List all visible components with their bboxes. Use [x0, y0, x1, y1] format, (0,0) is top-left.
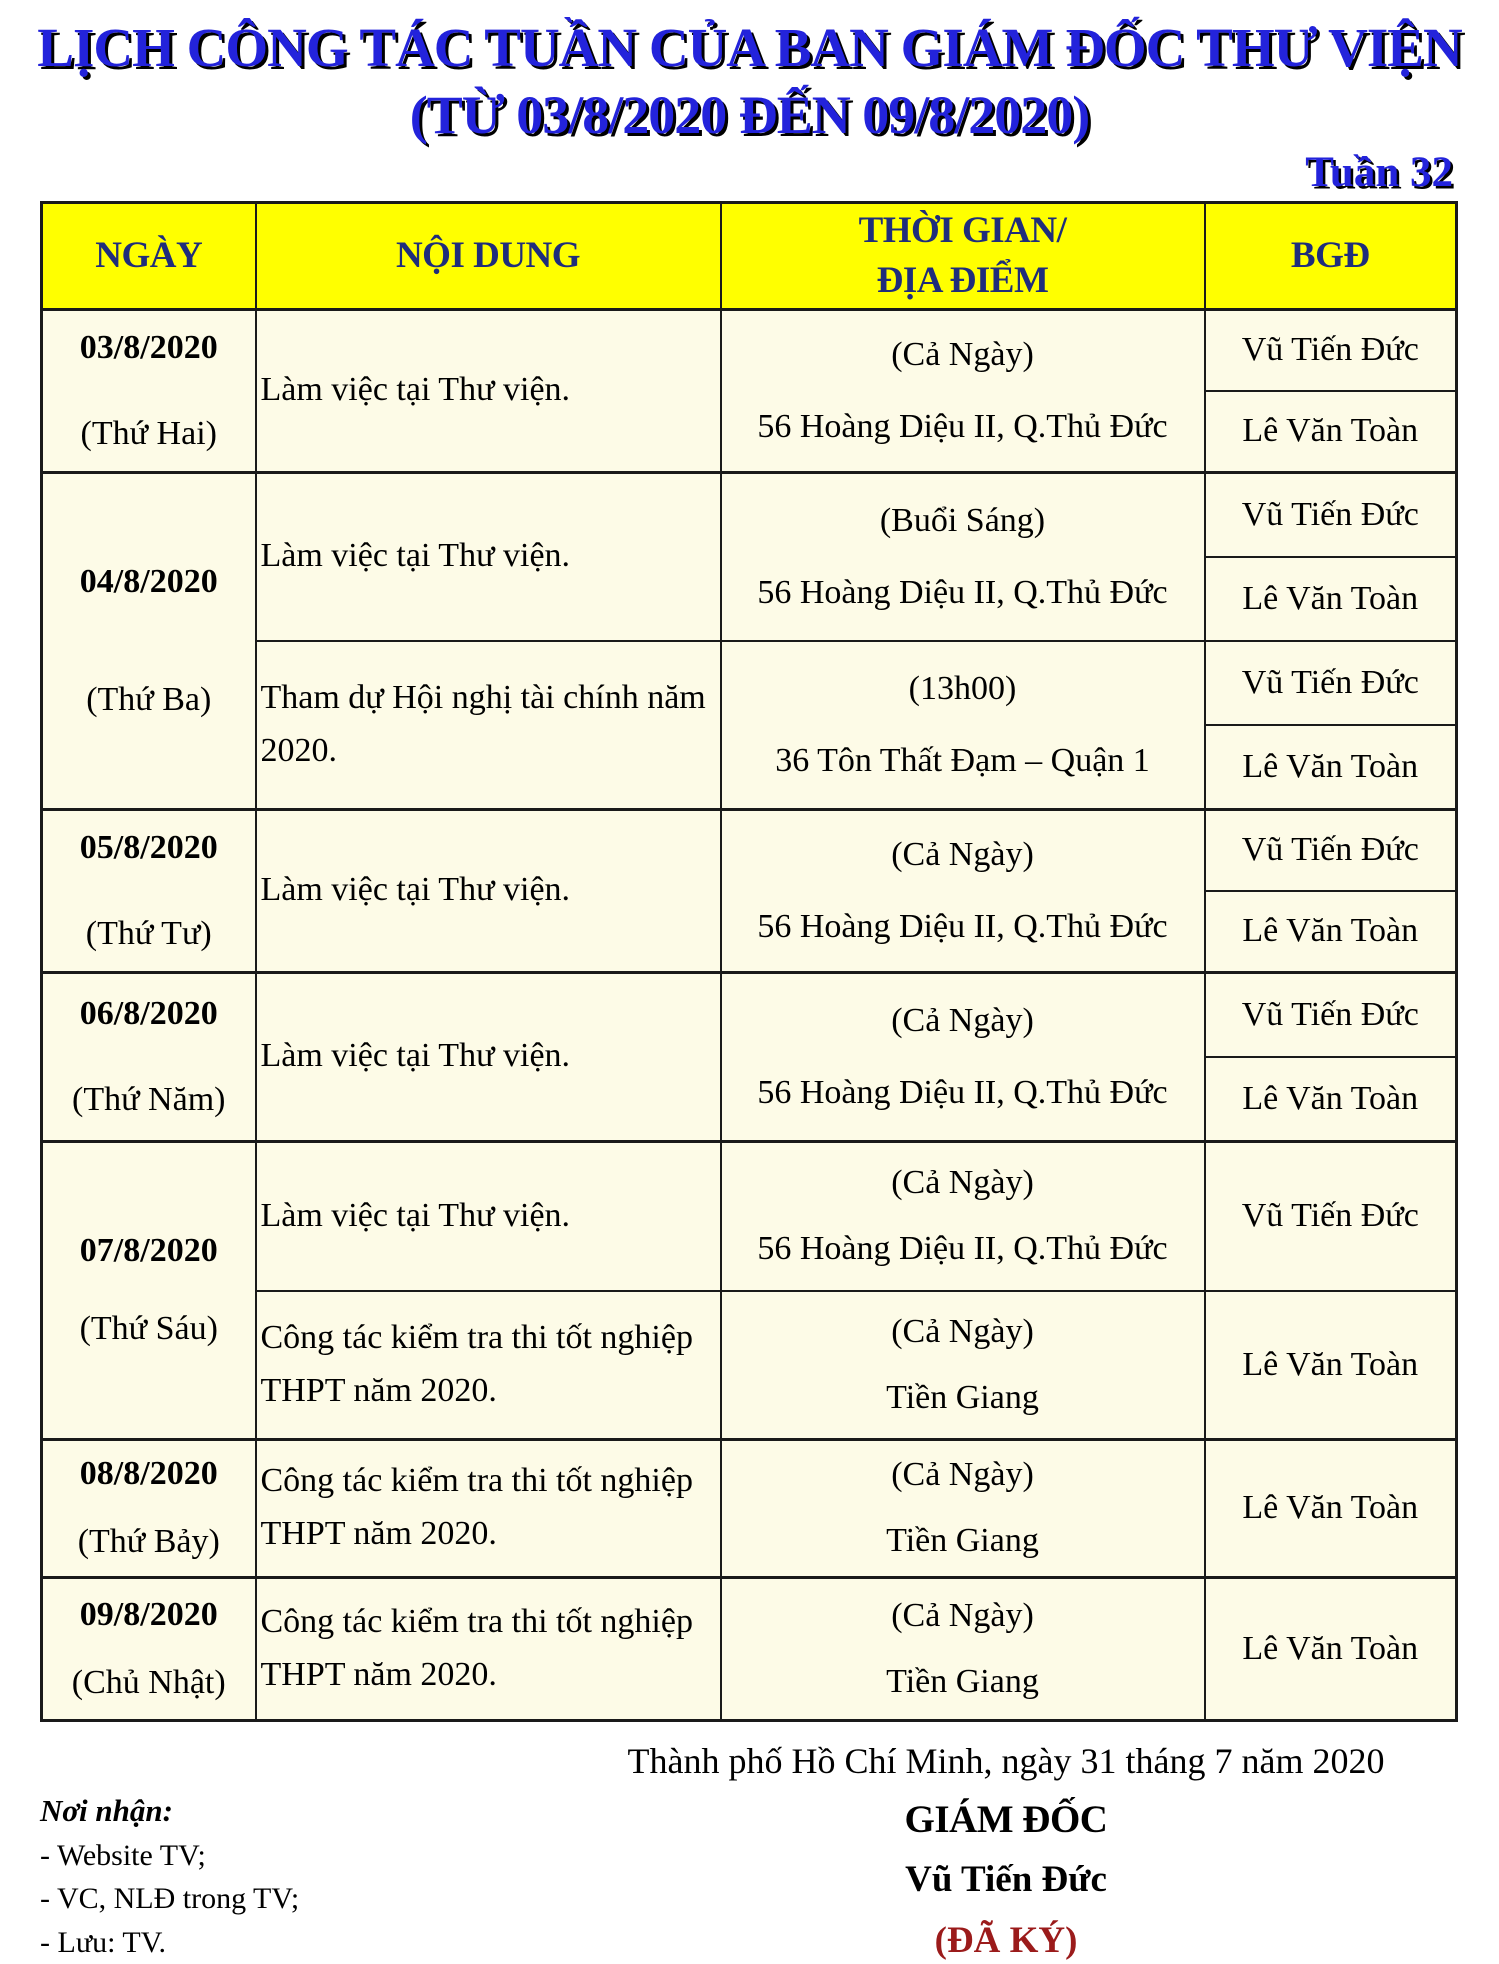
bgd-cell: Lê Văn Toàn	[1205, 1577, 1457, 1720]
table-row	[42, 1577, 1457, 1720]
table-row	[42, 472, 1457, 557]
column-header-noi-dung: NỘI DUNG	[256, 202, 721, 309]
time-place-cell	[721, 972, 1205, 1141]
time-text: (Cả Ngày)	[891, 1456, 1034, 1494]
table-row	[42, 972, 1457, 1057]
bgd-cell: Lê Văn Toàn	[1205, 725, 1457, 810]
time-text: (Buổi Sáng)	[879, 501, 1046, 539]
time-text: (Cả Ngày)	[891, 1001, 1034, 1039]
time-text: (Cả Ngày)	[891, 1596, 1034, 1634]
place-text: Tiền Giang	[886, 1522, 1039, 1560]
date-cell	[42, 972, 256, 1141]
column-header-bgd: BGĐ	[1205, 202, 1457, 309]
date-text: 06/8/2020	[79, 994, 218, 1032]
bgd-cell: Vũ Tiến Đức	[1205, 641, 1457, 725]
table-header-row	[42, 202, 1457, 309]
signer-name: Vũ Tiến Đức	[905, 1858, 1107, 1900]
signer-position: GIÁM ĐỐC	[904, 1797, 1108, 1841]
time-text: (Cả Ngày)	[891, 1312, 1034, 1350]
recipient-item: - VC, NLĐ trong TV;	[40, 1882, 300, 1916]
weekday-text: (Thứ Bảy)	[77, 1523, 220, 1561]
content-cell: Làm việc tại Thư viện.	[256, 1141, 721, 1291]
column-header-dia-diem-line2: ĐỊA ĐIỂM	[876, 259, 1049, 301]
bgd-cell: Vũ Tiến Đức	[1205, 309, 1457, 391]
place-text: 56 Hoàng Diệu II, Q.Thủ Đức	[757, 1230, 1168, 1268]
column-header-ngay: NGÀY	[42, 202, 256, 309]
table-row	[42, 309, 1457, 391]
weekday-text: (Thứ Sáu)	[79, 1310, 218, 1348]
table-row	[42, 1141, 1457, 1291]
content-cell: Công tác kiểm tra thi tốt nghiệp THPT năm 2020.	[256, 1439, 721, 1577]
bgd-cell: Lê Văn Toàn	[1205, 391, 1457, 473]
content-cell: Làm việc tại Thư viện.	[256, 472, 721, 641]
table-row	[42, 809, 1457, 891]
place-text: 56 Hoàng Diệu II, Q.Thủ Đức	[757, 1073, 1168, 1111]
recipients-block	[40, 1789, 496, 1964]
place-text: 56 Hoàng Diệu II, Q.Thủ Đức	[757, 573, 1168, 611]
weekday-text: (Thứ Ba)	[86, 680, 212, 718]
date-text: 09/8/2020	[79, 1595, 218, 1633]
place-text: 56 Hoàng Diệu II, Q.Thủ Đức	[757, 407, 1168, 445]
week-label: Tuần 32	[1305, 148, 1453, 196]
time-place-cell	[721, 1439, 1205, 1577]
column-header-thoi-gian-line1: THỜI GIAN/	[858, 209, 1067, 251]
bgd-cell: Lê Văn Toàn	[1205, 557, 1457, 641]
date-text: 05/8/2020	[79, 828, 218, 866]
time-place-cell	[721, 1141, 1205, 1291]
content-cell: Công tác kiểm tra thi tốt nghiệp THPT năm 2020.	[256, 1577, 721, 1720]
date-cell	[42, 809, 256, 972]
time-text: (Cả Ngày)	[891, 1164, 1034, 1202]
bgd-cell: Vũ Tiến Đức	[1205, 472, 1457, 557]
page-title: LỊCH CÔNG TÁC TUẦN CỦA BAN GIÁM ĐỐC THƯ VIỆN	[37, 17, 1462, 78]
bgd-cell: Vũ Tiến Đức	[1205, 972, 1457, 1057]
bgd-cell: Lê Văn Toàn	[1205, 1439, 1457, 1577]
date-text: 07/8/2020	[79, 1232, 218, 1270]
weekday-text: (Thứ Hai)	[80, 414, 217, 452]
date-text: 03/8/2020	[79, 328, 218, 366]
page-subtitle: (TỪ 03/8/2020 ĐẾN 09/8/2020)	[409, 84, 1090, 145]
date-cell	[42, 1577, 256, 1720]
recipients-label: Nơi nhận:	[40, 1792, 173, 1828]
signature-dateline: Thành phố Hồ Chí Minh, ngày 31 tháng 7 năm 2020	[627, 1740, 1385, 1781]
time-text: (Cả Ngày)	[891, 335, 1034, 373]
content-cell: Làm việc tại Thư viện.	[256, 809, 721, 972]
time-place-cell	[721, 472, 1205, 641]
date-cell	[42, 472, 256, 809]
place-text: 56 Hoàng Diệu II, Q.Thủ Đức	[757, 907, 1168, 945]
time-place-cell	[721, 1291, 1205, 1440]
date-cell	[42, 309, 256, 472]
bgd-cell: Lê Văn Toàn	[1205, 1057, 1457, 1142]
content-cell: Tham dự Hội nghị tài chính năm 2020.	[256, 641, 721, 810]
place-text: Tiền Giang	[886, 1378, 1039, 1416]
recipient-item: - Lưu: TV.	[40, 1925, 166, 1959]
date-cell	[42, 1141, 256, 1439]
time-place-cell	[721, 641, 1205, 810]
content-cell: Làm việc tại Thư viện.	[256, 972, 721, 1141]
footer	[0, 1789, 1499, 1964]
place-text: Tiền Giang	[886, 1662, 1039, 1700]
time-place-cell	[721, 309, 1205, 472]
signed-stamp: (ĐÃ KÝ)	[934, 1919, 1078, 1961]
time-place-cell	[721, 809, 1205, 972]
weekday-text: (Thứ Năm)	[72, 1080, 226, 1118]
place-text: 36 Tôn Thất Đạm – Quận 1	[775, 741, 1150, 779]
time-place-cell	[721, 1577, 1205, 1720]
column-header-thoi-gian-dia-diem	[721, 202, 1205, 309]
content-cell: Công tác kiểm tra thi tốt nghiệp THPT năm 2020.	[256, 1291, 721, 1440]
table-row	[42, 1439, 1457, 1577]
date-text: 08/8/2020	[79, 1455, 218, 1493]
weekday-text: (Thứ Tư)	[85, 914, 212, 952]
content-cell: Làm việc tại Thư viện.	[256, 309, 721, 472]
signature-block	[556, 1789, 1456, 1964]
weekday-text: (Chủ Nhật)	[71, 1663, 226, 1701]
time-text: (Cả Ngày)	[891, 835, 1034, 873]
bgd-cell: Lê Văn Toàn	[1205, 1291, 1457, 1440]
recipient-item: - Website TV;	[40, 1838, 206, 1872]
bgd-cell: Lê Văn Toàn	[1205, 891, 1457, 973]
schedule-table	[40, 201, 1458, 1722]
bgd-cell: Vũ Tiến Đức	[1205, 809, 1457, 891]
time-text: (13h00)	[908, 669, 1017, 707]
date-cell	[42, 1439, 256, 1577]
bgd-cell: Vũ Tiến Đức	[1205, 1141, 1457, 1291]
date-text: 04/8/2020	[79, 562, 218, 600]
